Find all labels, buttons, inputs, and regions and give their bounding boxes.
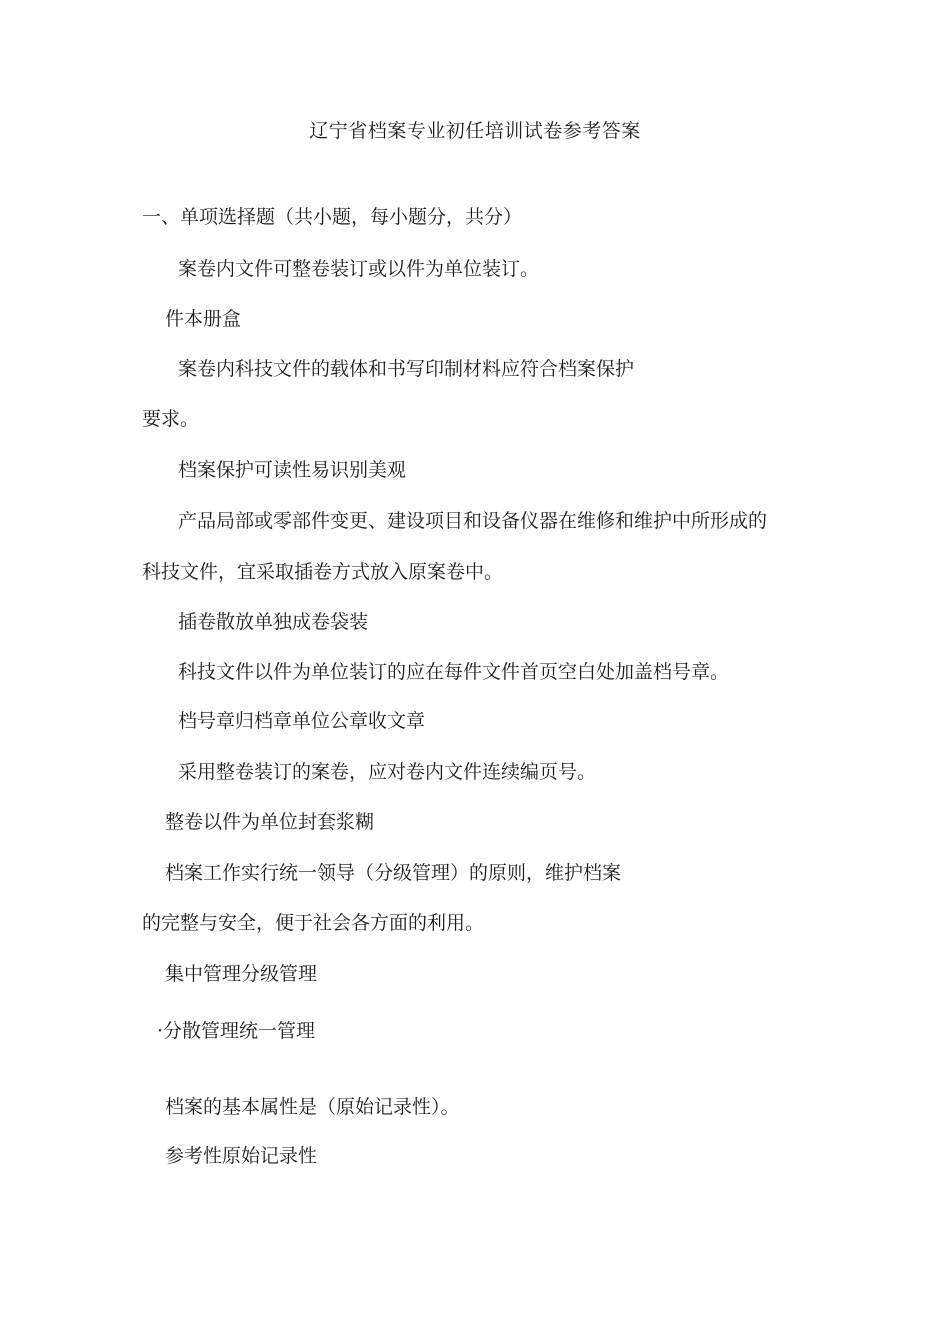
question-text: 案卷内科技文件的载体和书写印制材料应符合档案保护 — [178, 358, 635, 380]
answer-options: 整卷以件为单位封套浆糊 — [165, 811, 375, 833]
answer-options: 集中管理分级管理 — [165, 963, 318, 985]
question-text: 采用整卷装订的案卷，应对卷内文件连续编页号。 — [178, 761, 597, 783]
question-text-continued: 要求。 — [142, 408, 200, 430]
question-text: 档案的基本属性是（原始记录性）。 — [165, 1096, 460, 1118]
question-text: 产品局部或零部件变更、建设项目和设备仪器在维修和维护中所形成的 — [178, 510, 768, 532]
question-text: 案卷内文件可整卷装订或以件为单位装订。 — [178, 258, 540, 280]
question-text-continued: 的完整与安全，便于社会各方面的利用。 — [142, 912, 485, 934]
question-text: 档案工作实行统一领导（分级管理）的原则，维护档案 — [165, 862, 622, 884]
answer-options: 参考性原始记录性 — [165, 1145, 318, 1167]
answer-options: 档号章归档章单位公章收文章 — [178, 710, 426, 732]
answer-options: ·分散管理统一管理 — [157, 1020, 316, 1042]
section-heading: 一、单项选择题（共小题，每小题分，共分） — [142, 206, 523, 228]
answer-options: 档案保护可读性易识别美观 — [178, 459, 407, 481]
question-text: 科技文件以件为单位装订的应在每件文件首页空白处加盖档号章。 — [178, 661, 730, 683]
answer-options: 插卷散放单独成卷袋装 — [178, 611, 369, 633]
document-title: 辽宁省档案专业初任培训试卷参考答案 — [309, 120, 641, 142]
question-text-continued: 科技文件，宜采取插卷方式放入原案卷中。 — [142, 561, 504, 583]
answer-options: 件本册盒 — [165, 308, 242, 330]
